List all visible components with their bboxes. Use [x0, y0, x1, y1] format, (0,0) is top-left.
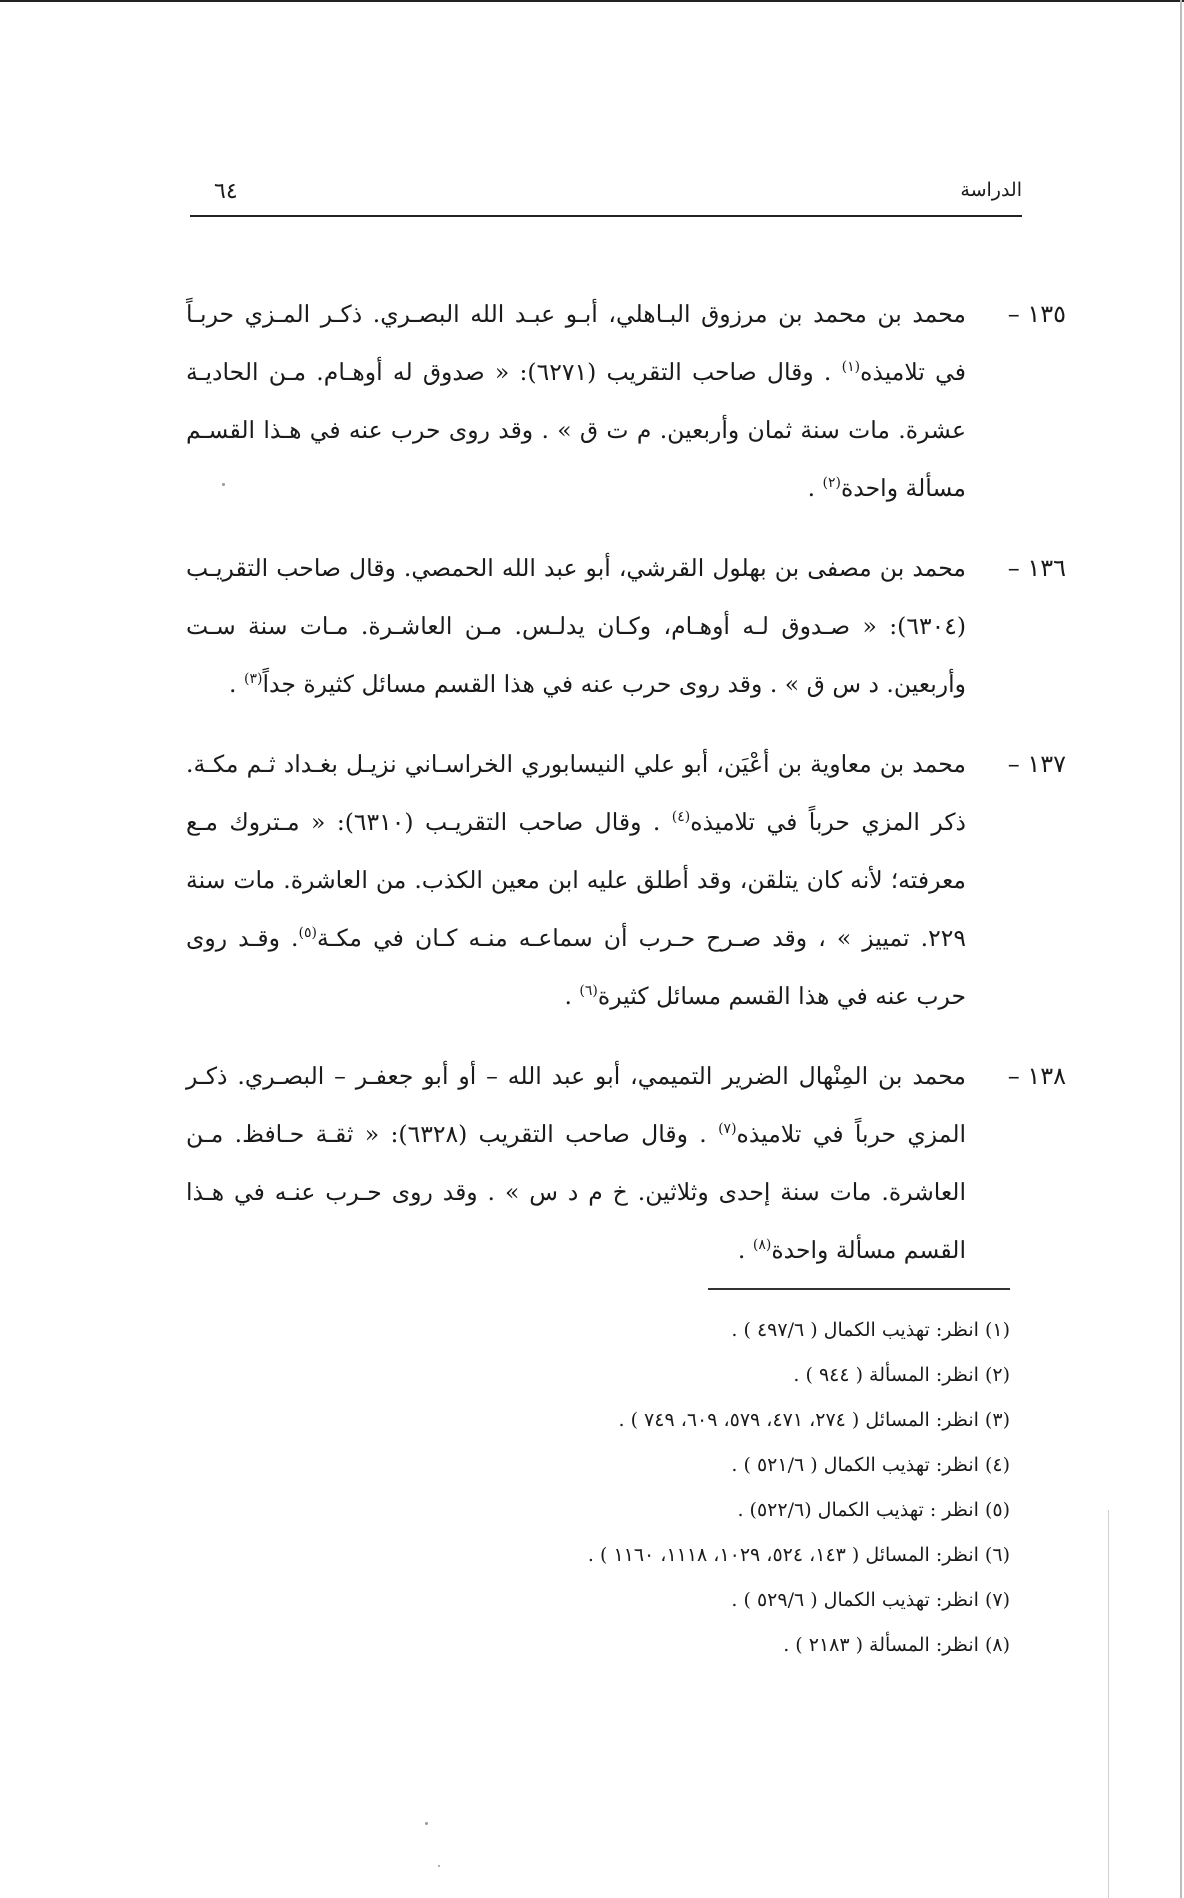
- footnote: (٤) انظر: تهذيب الكمال ( ٥٢١/٦ ) .: [731, 1454, 1010, 1476]
- footnote: (٥) انظر : تهذيب الكمال (٥٢٢/٦) .: [737, 1499, 1010, 1521]
- entry-text-part: محمد بن معاوية بن أعْيَن، أبو علي النيسابوري الخراسـاني نزيـل بغـداد ثـم مكـة. ذكر المزي حرباً في تلاميذه: [186, 750, 966, 836]
- entry-text: [186, 735, 966, 1025]
- footnote: (٦) انظر: المسائل ( ١٤٣، ٥٢٤، ١٠٢٩، ١١١٨، ١١٦٠ ) .: [587, 1544, 1010, 1566]
- running-title: الدراسة: [960, 179, 1022, 201]
- entry-text-part: محمد بن محمد بن مرزوق البـاهلي، أبـو عبـد الله البصـري. ذكـر المـزي حربـاً في تلاميذه: [186, 300, 966, 386]
- entry-number: ١٣٥ –: [1007, 300, 1066, 328]
- footnote: (٢) انظر: المسألة ( ٩٤٤ ) .: [793, 1364, 1010, 1386]
- footnote: (١) انظر: تهذيب الكمال ( ٤٩٧/٦ ) .: [731, 1319, 1010, 1341]
- entry-text-part: .: [807, 474, 823, 502]
- entry-135: [186, 285, 1066, 517]
- footnote-ref: (٣): [244, 671, 263, 688]
- footnote-ref: (٧): [718, 1121, 737, 1138]
- footnote-ref: (٤): [671, 809, 691, 826]
- entry-text: [186, 539, 966, 713]
- footnote: (٧) انظر: تهذيب الكمال ( ٥٢٩/٦ ) .: [731, 1589, 1010, 1611]
- scan-edge-top: [0, 0, 1184, 2]
- entry-136: [186, 539, 1066, 713]
- scan-speck: [438, 1865, 440, 1867]
- entry-text-part: محمد بن مصفى بن بهلول القرشي، أبو عبد الله الحمصي. وقال صاحب التقريـب (٦٣٠٤): « صـدوق لـه أوهـام، وكـان يدلـس. مـن العاشـرة. مـات سنة سـت وأربعين. د س ق » . وقد روى حرب عنه في هذا القسم مسائل كثيرة جداً: [186, 554, 966, 698]
- scan-edge-right: [1180, 0, 1182, 1898]
- entry-137: [186, 735, 1066, 1025]
- entry-text-part: .: [737, 1236, 753, 1264]
- footnote-ref: (١): [841, 359, 861, 376]
- footnote-ref: (٥): [298, 925, 317, 942]
- running-header: [190, 175, 1022, 217]
- footnote-ref: (٢): [822, 475, 841, 492]
- entry-text: [186, 285, 966, 517]
- entry-text-part: .: [229, 670, 244, 698]
- footnote: (٣) انظر: المسائل ( ٢٧٤، ٤٧١، ٥٧٩، ٦٠٩، ٧٤٩ ) .: [618, 1409, 1010, 1431]
- entry-text-part: . وقال صاحب التقريـب (٦٣١٠): « مـتروك مـع معرفته؛ لأنه كان يتلقن، وقد أطلق عليه ابن معين الكذب. من العاشرة. مات سنة ٢٢٩. تمييز » ، وقد صـرح حـرب أن سماعـه منـه كـان في مكـة: [186, 808, 966, 952]
- footnote: (٨) انظر: المسألة ( ٢١٨٣ ) .: [783, 1634, 1010, 1656]
- entries-section: [186, 285, 1066, 1301]
- entry-text-part: . وقـد روى حرب عنه في هذا القسم مسائل كثيرة: [186, 924, 966, 1010]
- footnote-separator: [708, 1288, 1010, 1290]
- entry-138: [186, 1047, 1066, 1279]
- footnote-ref: (٨): [752, 1237, 772, 1254]
- entry-text: [186, 1047, 966, 1279]
- page-number: ٦٤: [214, 179, 238, 204]
- footnotes-section: [300, 1308, 1010, 1668]
- entry-text-part: محمد بن المِنْهال الضرير التميمي، أبو عبد الله – أو أبو جعفـر – البصـري. ذكـر المزي حرباً في تلاميذه: [186, 1062, 967, 1148]
- scan-speck: [425, 1822, 428, 1825]
- scan-stripe: [1108, 1510, 1109, 1898]
- entry-number: ١٣٦ –: [1007, 554, 1066, 582]
- entry-text-part: . وقال صاحب التقريب (٦٢٧١): « صدوق له أوهـام. مـن الحاديـة عشرة. مات سنة ثمان وأربعين. م ت ق » . وقد روى حرب عنه في هـذا القسـم مسألة واحدة: [186, 358, 966, 502]
- footnote-ref: (٦): [579, 983, 598, 1000]
- entry-number: ١٣٨ –: [1007, 1062, 1066, 1090]
- scan-speck: [222, 483, 225, 486]
- entry-text-part: .: [564, 982, 580, 1010]
- entry-number: ١٣٧ –: [1007, 750, 1066, 778]
- entry-text-part: . وقال صاحب التقريب (٦٣٢٨): « ثقـة حـافظ. مـن العاشرة. مات سنة إحدى وثلاثين. خ م د س » . وقد روى حـرب عنـه في هـذا القسم مسألة واحدة: [186, 1120, 966, 1264]
